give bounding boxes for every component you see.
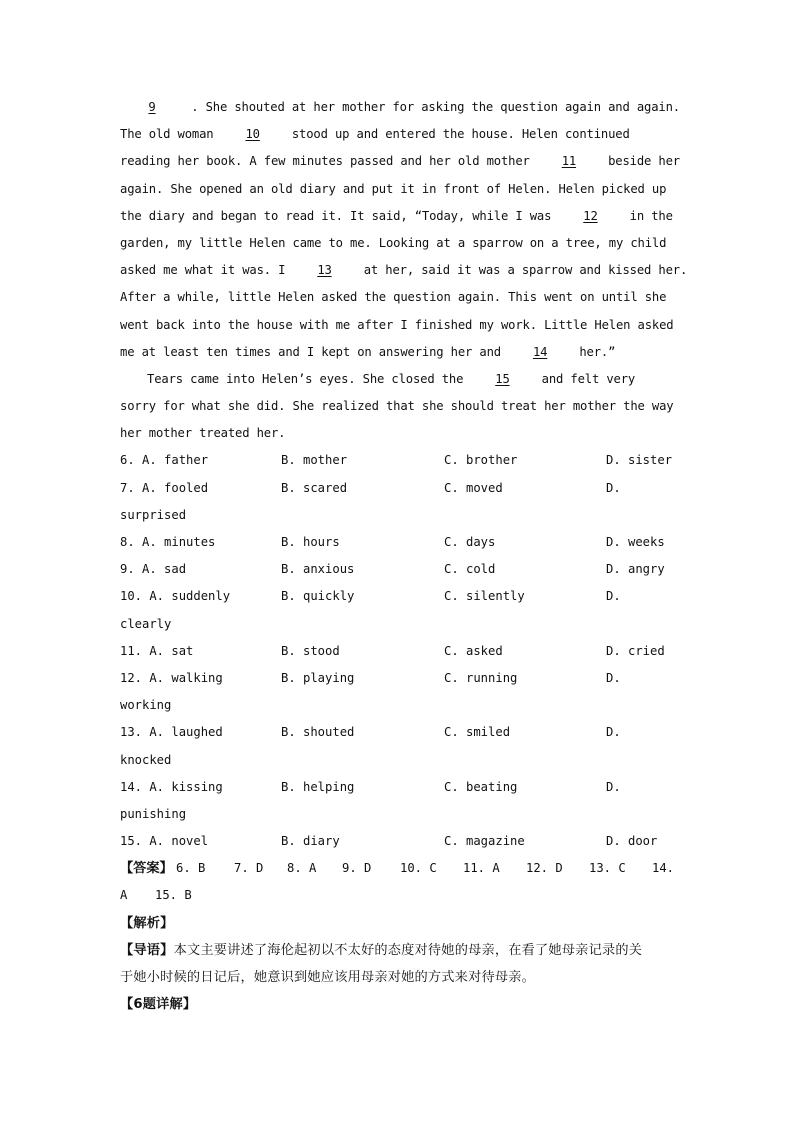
option-c: C. beating: [444, 779, 518, 794]
blank-number: 10: [245, 127, 260, 142]
option-b: B. scared: [281, 480, 348, 495]
answer-item: 6. B: [176, 861, 206, 876]
question-row: [120, 583, 690, 610]
option-d: D.: [606, 670, 621, 685]
passage-text: me at least ten times and I kept on answering her and: [120, 344, 509, 359]
passage-text: . She shouted at her mother for asking the question again and again.: [184, 100, 680, 114]
guide-text-1: 本文主要讲述了海伦起初以不太好的态度对待她的母亲，在看了她母亲记录的关: [173, 942, 643, 958]
option-d: D.: [606, 779, 621, 794]
passage-text: went back into the house with me after I finished my work. Little Helen asked: [120, 317, 674, 332]
passage-text: After a while, little Helen asked the question again. This went on until she: [120, 290, 667, 305]
option-a: 10. A. suddenly: [120, 589, 231, 604]
option-d-wrap: punishing: [120, 806, 187, 821]
option-b: B. quickly: [281, 589, 355, 604]
passage-line: [120, 121, 690, 148]
answer-item: 9. D: [342, 861, 372, 876]
option-a: 14. A. kissing: [120, 779, 223, 794]
option-d-wrap: surprised: [120, 507, 187, 522]
answer-item: 14.: [652, 861, 675, 876]
answer-item: 15. B: [155, 888, 192, 903]
question-row: [120, 556, 690, 583]
option-c: C. brother: [444, 453, 518, 468]
passage-text: and felt very: [534, 371, 636, 386]
passage-text: The old woman: [120, 127, 221, 142]
answer-item: 7. D: [234, 861, 264, 876]
question-row: [120, 774, 690, 801]
blank-number: 14: [532, 344, 548, 359]
answer-item: 8. A: [287, 861, 317, 876]
option-a: 7. A. fooled: [120, 480, 209, 495]
option-c: C. silently: [444, 589, 525, 604]
option-d: D. door: [606, 834, 658, 849]
passage-text: sorry for what she did. She realized that she should treat her mother the way: [120, 399, 674, 414]
answer-line-1: [120, 855, 690, 882]
passage-text: her mother treated her.: [120, 426, 286, 441]
guide-line-2: 于她小时候的日记后，她意识到她应该用母亲对她的方式来对待母亲。: [120, 970, 536, 985]
passage-text: asked me what it was. I: [120, 263, 293, 278]
guide-label: 【导语】: [120, 942, 174, 958]
option-b: B. diary: [281, 834, 340, 849]
option-b: B. mother: [281, 453, 348, 468]
analysis-label: 【解析】: [120, 915, 174, 931]
option-c: C. magazine: [444, 834, 525, 849]
option-b: B. hours: [281, 535, 340, 549]
option-b: B. playing: [281, 670, 355, 685]
passage-text: Tears came into Helen’s eyes. She closed the: [147, 371, 471, 386]
option-a: 6. A. father: [120, 453, 209, 468]
option-b: B. stood: [281, 643, 340, 658]
question-row: [120, 638, 690, 665]
option-d: D. angry: [606, 562, 665, 577]
blank-number: 9: [148, 100, 156, 114]
passage-line: [120, 148, 690, 175]
option-d: D.: [606, 589, 621, 604]
option-c: C. moved: [444, 480, 503, 495]
detail-label: 【6题详解】: [120, 997, 197, 1013]
passage-text: garden, my little Helen came to me. Looking at a sparrow on a tree, my child: [120, 235, 667, 250]
passage-text: in the: [622, 208, 673, 223]
question-list: [120, 447, 690, 855]
guide-line-1: [120, 937, 690, 964]
passage-line: [120, 312, 690, 339]
blank-number: 15: [495, 371, 510, 386]
passage-line: [120, 94, 690, 121]
option-d: D. weeks: [606, 535, 665, 549]
option-d: D.: [606, 725, 621, 740]
option-b: B. helping: [281, 779, 355, 794]
blank-number: 13: [317, 263, 332, 278]
question-row: [120, 828, 690, 855]
passage-text: again. She opened an old diary and put it in front of Helen. Helen picked up: [120, 181, 667, 196]
passage-text: her.”: [572, 344, 616, 359]
option-d-wrap: working: [120, 698, 172, 713]
option-a: 8. A. minutes: [120, 535, 216, 549]
option-a: 11. A. sat: [120, 643, 194, 658]
blank-number: 11: [561, 154, 577, 169]
passage-line: [120, 176, 690, 203]
passage-line: [120, 420, 690, 447]
option-c: C. running: [444, 670, 518, 685]
question-row: [120, 529, 690, 556]
option-a: 9. A. sad: [120, 562, 187, 577]
answer-item: 13. C: [589, 861, 626, 876]
option-a: 13. A. laughed: [120, 725, 223, 740]
passage-line: [120, 393, 690, 420]
option-d: D. sister: [606, 453, 673, 468]
question-row: [120, 475, 690, 502]
option-b: B. shouted: [281, 725, 355, 740]
passage-line: [120, 284, 690, 311]
option-d-wrap: knocked: [120, 752, 172, 767]
passage-text: at her, said it was a sparrow and kissed her.: [356, 263, 688, 278]
passage: [120, 94, 690, 366]
option-a: 15. A. novel: [120, 834, 209, 849]
passage-text: reading her book. A few minutes passed and her old mother: [120, 154, 537, 169]
passage-line: [120, 339, 690, 366]
answer-item: 11. A: [463, 861, 500, 876]
answer-item: 10. C: [400, 861, 437, 876]
passage-text: stood up and entered the house. Helen continued: [284, 127, 630, 142]
passage-text: beside her: [600, 154, 680, 169]
option-d-wrap: clearly: [120, 616, 172, 631]
question-row: [120, 447, 690, 474]
option-c: C. asked: [444, 643, 503, 658]
option-b: B. anxious: [281, 562, 355, 577]
question-row: [120, 665, 690, 692]
option-d: D. cried: [606, 643, 665, 658]
answer-item: A: [120, 888, 128, 903]
option-d: D.: [606, 480, 621, 495]
answer-line-2: [120, 882, 690, 909]
option-c: C. days: [444, 535, 496, 549]
question-row: [120, 719, 690, 746]
document-page: [120, 94, 690, 1018]
answer-item: 12. D: [526, 861, 563, 876]
passage-paragraph-2: [120, 366, 690, 448]
passage-line: [120, 366, 690, 393]
passage-text: the diary and began to read it. It said, “Today, while I was: [120, 208, 559, 223]
option-c: C. cold: [444, 562, 496, 577]
passage-line: [120, 230, 690, 257]
option-a: 12. A. walking: [120, 670, 223, 685]
blank-number: 12: [583, 208, 598, 223]
option-c: C. smiled: [444, 725, 511, 740]
answer-label: 【答案】: [120, 861, 173, 877]
passage-line: [120, 203, 690, 230]
passage-line: [120, 257, 690, 284]
